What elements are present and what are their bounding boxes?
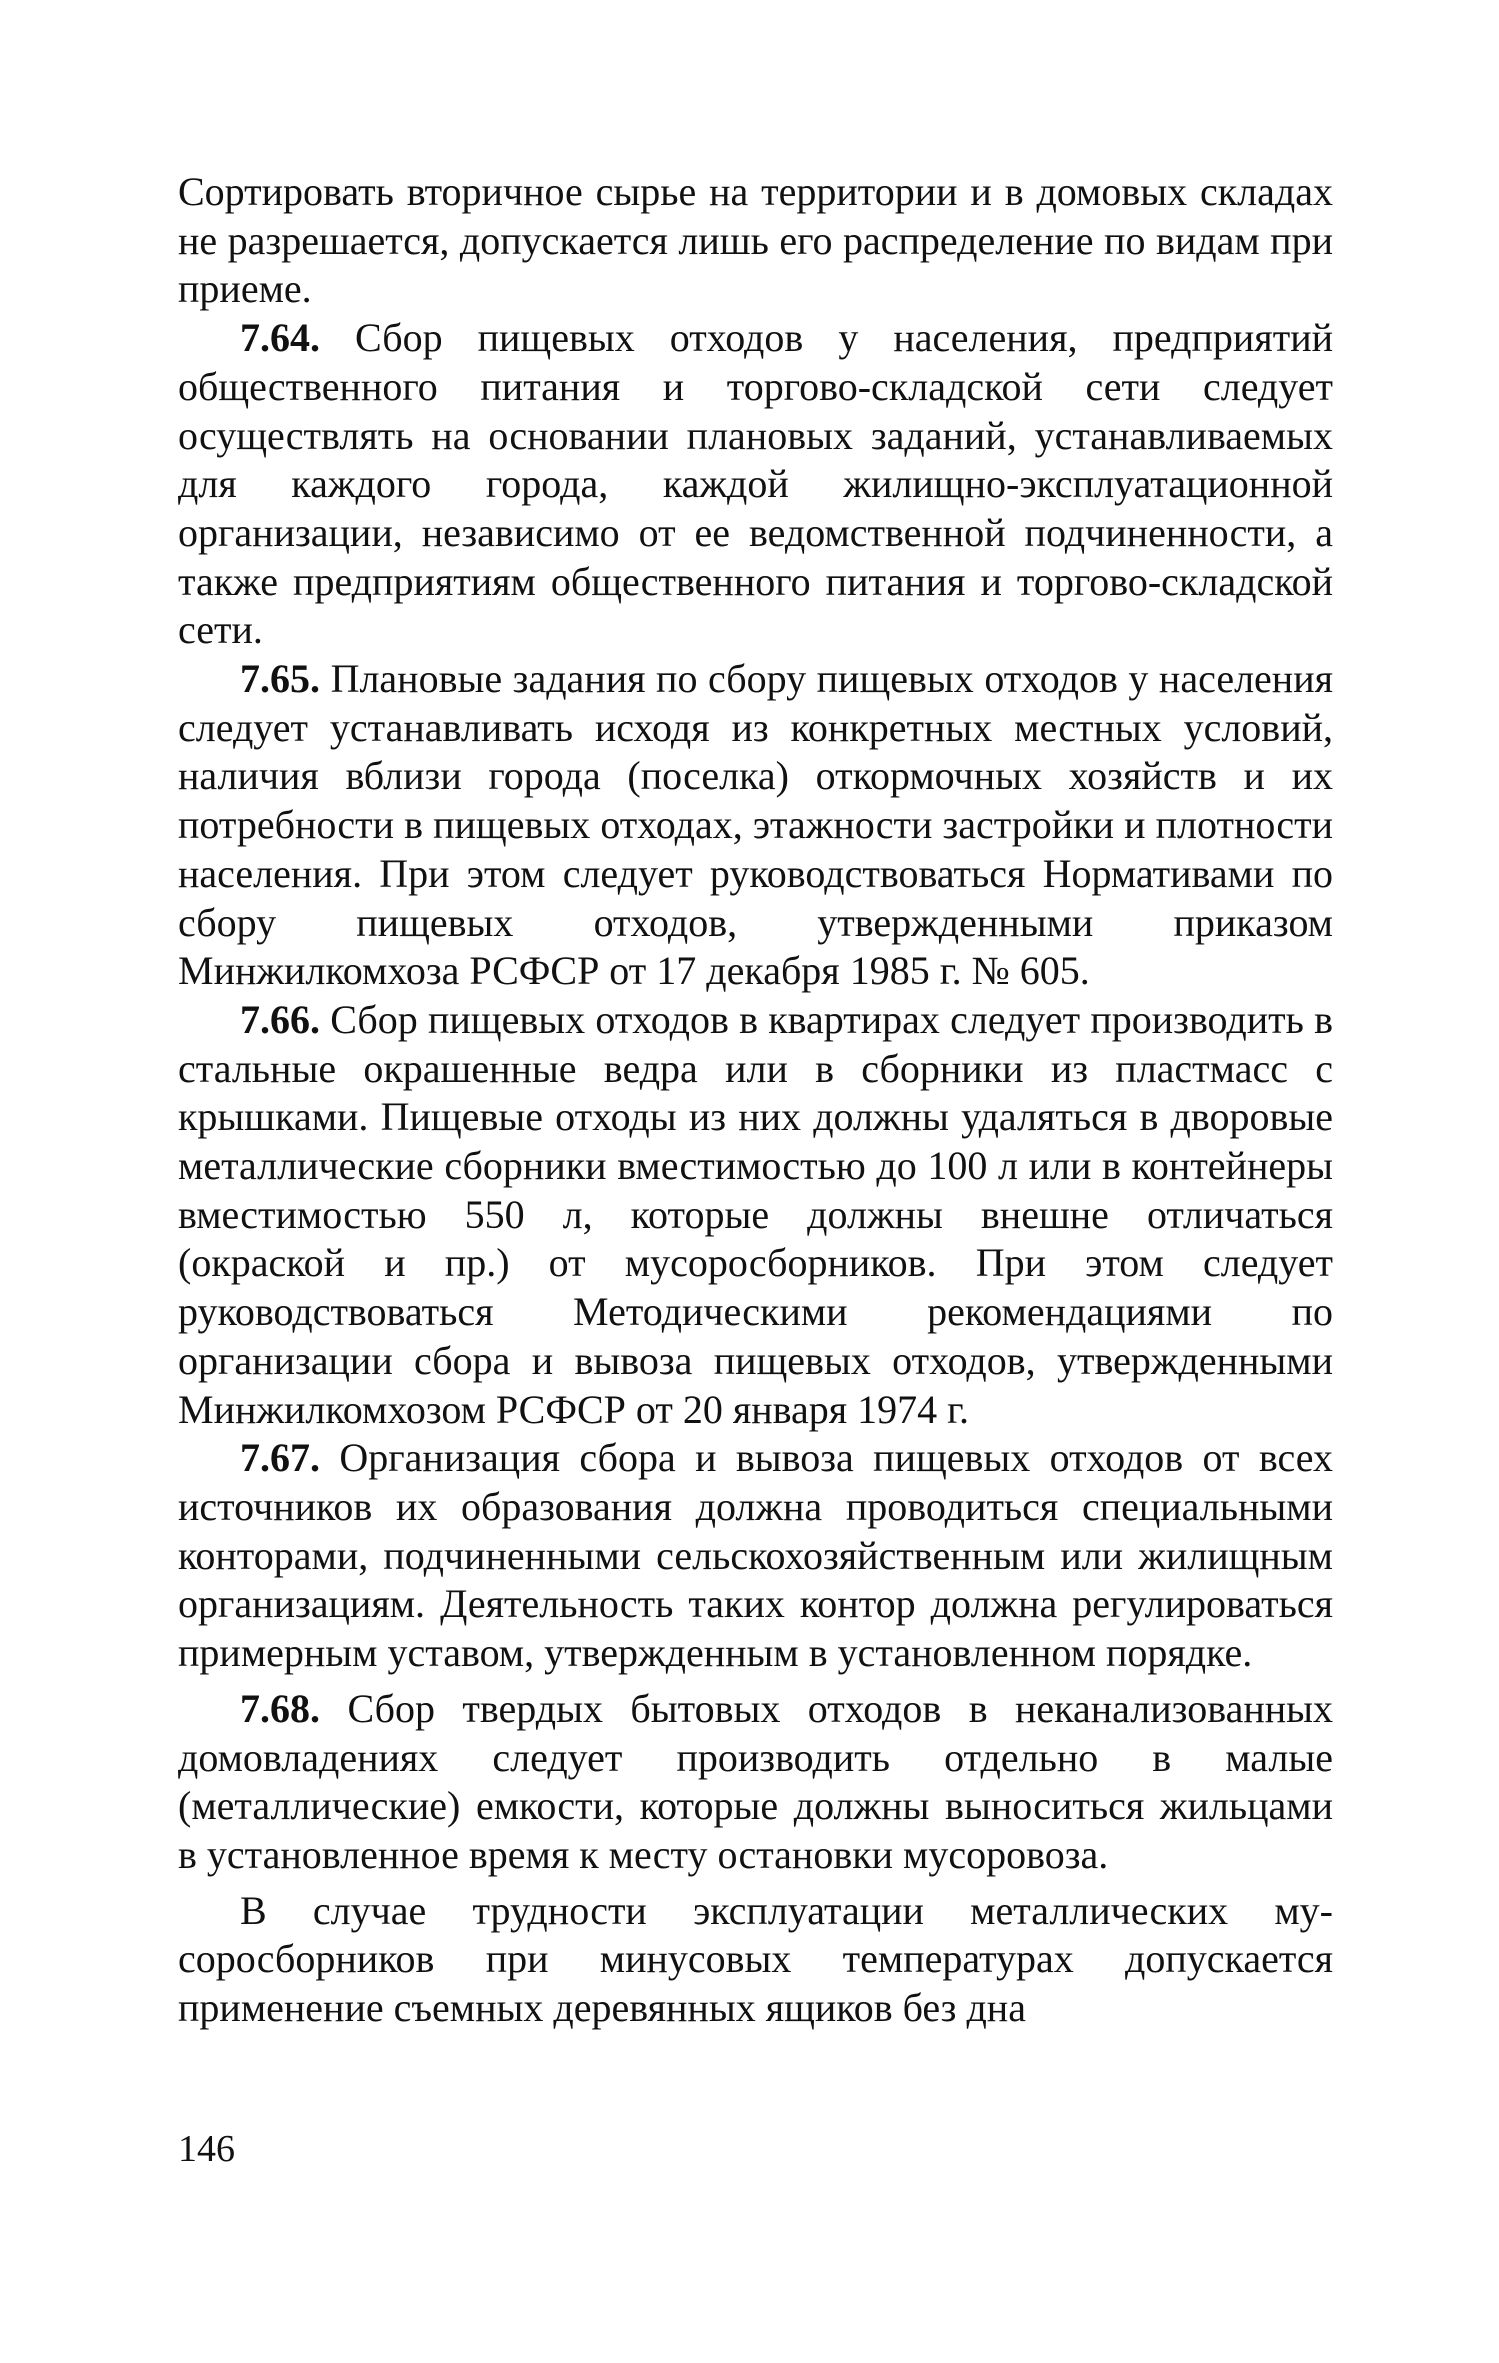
paragraph-number: 7.64. xyxy=(240,315,320,361)
paragraph-7-66 xyxy=(178,996,1333,1434)
paragraph-number: 7.68. xyxy=(240,1685,320,1731)
paragraph-text: В случае трудности эксплуатации металлических мусоросборников при минусовых температурах допускается применение съемных деревянных ящиков без дна xyxy=(178,1887,1333,2031)
paragraph-text: Организация сбора и вывоза пищевых отходов от всех источников их образования должна проводиться специальными конторами, подчиненными сельскохозяйственным или жилищным организациям. Деятельность таких контор должна регулироваться примерным уставом, утвержденным в установленном порядке. xyxy=(178,1435,1333,1676)
paragraph-text: Сбор твердых бытовых отходов в неканализованных домовладениях следует производить отдельно в малые (металлические) емкости, которые должны выноситься жильцами в установленное время к месту остановки мусоровоза. xyxy=(178,1685,1334,1877)
paragraph-7-68 xyxy=(178,1685,1333,1880)
paragraph-text: Сбор пищевых отходов у населения, предприятий общественного питания и торгово-складской сети следует осуществлять на основании плановых заданий, устанавливаемых для каждого города, каждой жилищно-эксплуатационной организации, независимо от ее ведомственной подчиненности, а также предприятиям общественного питания и торгово-складской сети. xyxy=(178,315,1334,653)
paragraph-7-65 xyxy=(178,655,1333,996)
page-number: 146 xyxy=(178,2128,235,2170)
page-body xyxy=(178,168,1333,2033)
paragraph-text: Плановые задания по сбору пищевых отходов у населения следует устанавливать исходя из конкретных местных условий, наличия вблизи города (поселка) откормочных хозяйств и их потребности в пищевых отходах, этажности застройки и плотности населения. При этом следует руководствоваться Нормативами по сбору пищевых отходов, утвержденными приказом Минжилкомхоза РСФСР от 17 декабря 1985 г. № 605. xyxy=(178,656,1334,994)
paragraph-intro xyxy=(178,168,1333,314)
paragraph-number: 7.66. xyxy=(240,996,320,1042)
paragraph-number: 7.67. xyxy=(240,1435,320,1481)
paragraph-continuation xyxy=(178,1887,1333,2033)
paragraph-text: Сбор пищевых отходов в квартирах следует производить в стальные окрашенные ведра или в сборники из пластмасс с крышками. Пищевые отходы из них должны удаляться в дворовые металлические сборники вместимостью до 100 л или в контейнеры вместимостью 550 л, которые должны внешне отличаться (окраской и пр.) от мусоросборников. При этом следует руководствоваться Методическими рекомендациями по организации сбора и вывоза пищевых отходов, утвержденными Минжилкомхозом РСФСР от 20 января 1974 г. xyxy=(178,996,1333,1432)
paragraph-7-67 xyxy=(178,1434,1333,1678)
paragraph-number: 7.65. xyxy=(240,656,320,702)
paragraph-text: Сортировать вторичное сырье на территории и в домовых складах не разрешается, допускается лишь его распределение по видам при приеме. xyxy=(178,169,1333,312)
paragraph-7-64 xyxy=(178,314,1333,655)
